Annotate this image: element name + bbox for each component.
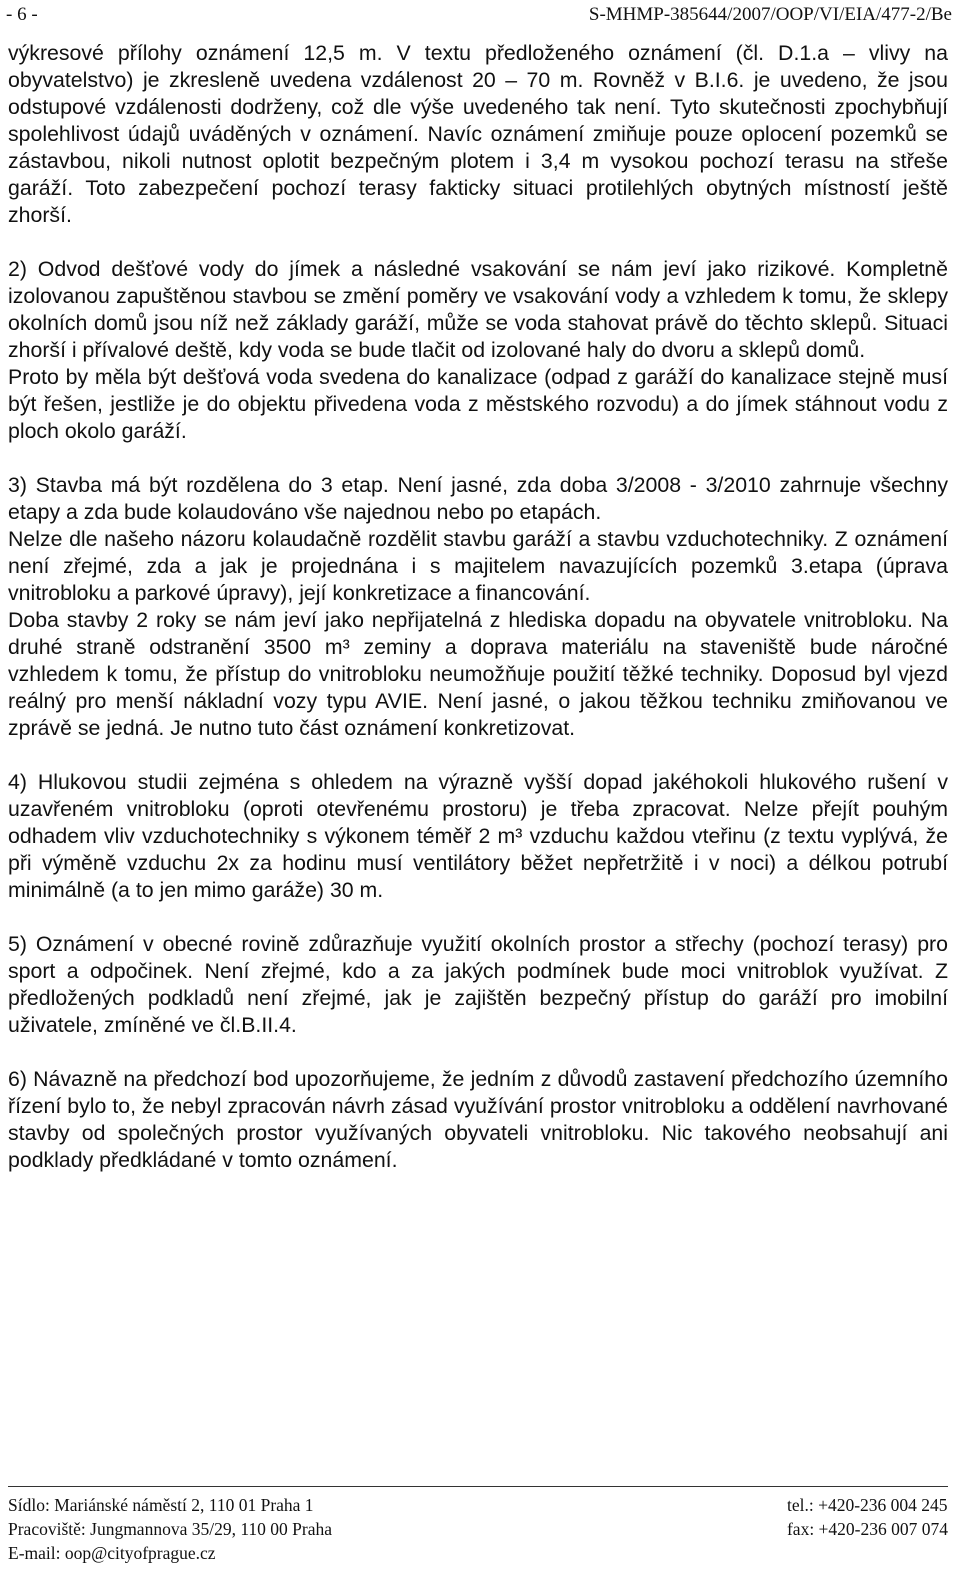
paragraph: 2) Odvod dešťové vody do jímek a následné vsakování se nám jeví jako rizikové. Kompletně izolovanou zapuštěnou stavbou se změní poměry ve vsakování vody a vzhledem k tomu, že sklepy okolních domů jsou níž než základy garáží, může se voda stahovat právě do těchto sklepů. Situaci zhorší i přívalové deště, kdy voda se bude tlačit od izolované haly do dvoru a sklepů domů. xyxy=(8,257,948,362)
footer-phone: tel.: +420-236 004 245 xyxy=(786,1495,948,1515)
paragraph: Doba stavby 2 roky se nám jeví jako nepřijatelná z hlediska dopadu na obyvatele vnitrobloku. Na druhé straně odstranění 3500 m³ zeminy a doprava materiálu na staveniště bude náročné vzhledem k tomu, že přístup do vnitrobloku neumožňuje použití těžké techniky. Doposud byl vjezd reálný pro menší nákladní vozy typu AVIE. Není jasné, o jakou těžkou techniku zmiňovanou ve zprávě se jedná. Je nutno tuto část oznámení konkretizovat. xyxy=(8,608,948,740)
document-body xyxy=(8,40,948,1174)
paragraph: 6) Návazně na předchozí bod upozorňujeme, že jedním z důvodů zastavení předchozího územního řízení bylo to, že nebyl zpracován návrh zásad využívání prostor vnitrobloku a oddělení navrhované stavby od společných prostor využívaných obyvateli vnitrobloku. Nic takového neobsahují ani podklady předkládané v tomto oznámení. xyxy=(8,1067,948,1172)
document-reference: S-MHMP-385644/2007/OOP/VI/EIA/477-2/Be xyxy=(588,4,952,25)
footer-address: Sídlo: Mariánské náměstí 2, 110 01 Praha 1 xyxy=(8,1495,314,1515)
footer-divider xyxy=(8,1486,948,1487)
page-number: - 6 - xyxy=(6,4,38,25)
footer-contact-left xyxy=(8,1493,332,1565)
paragraph: výkresové přílohy oznámení 12,5 m. V textu předloženého oznámení (čl. D.1.a – vlivy na obyvatelstvo) je zkresleně uvedena vzdálenost 20 – 70 m. Rovněž v B.I.6. je uvedeno, že jsou odstupové vzdálenosti dodrženy, což dle výše uvedeného tak není. Tyto skutečnosti zpochybňují spolehlivost údajů uváděných v oznámení. Navíc oznámení zmiňuje pouze oplocení pozemků se zástavbou, nikoli nutnost oplotit bezpečným plotem i 3,4 m vysokou pochozí terasu na střeše garáží. Toto zabezpečení pochozí terasy fakticky situaci protilehlých obytných místností ještě zhorší. xyxy=(8,41,948,227)
footer-workplace: Pracoviště: Jungmannova 35/29, 110 00 Praha xyxy=(8,1519,333,1539)
footer-contact-right xyxy=(787,1493,948,1541)
footer-fax: fax: +420-236 007 074 xyxy=(786,1519,948,1539)
footer-email: E-mail: oop@cityofprague.cz xyxy=(8,1543,216,1563)
paragraph: 5) Oznámení v obecné rovině zdůrazňuje využití okolních prostor a střechy (pochozí terasy) pro sport a odpočinek. Není zřejmé, kdo a za jakých podmínek bude moci vnitroblok využívat. Z předložených podkladů není zřejmé, jak je zajištěn bezpečný přístup do garáží pro imobilní uživatele, zmíněné ve čl.B.II.4. xyxy=(8,932,948,1037)
page-header xyxy=(6,4,952,28)
paragraph: 3) Stavba má být rozdělena do 3 etap. Není jasné, zda doba 3/2008 - 3/2010 zahrnuje všechny etapy a zda bude kolaudováno vše najednou nebo po etapách. xyxy=(8,473,948,524)
paragraph: Nelze dle našeho názoru kolaudačně rozdělit stavbu garáží a stavbu vzduchotechniky. Z oznámení není zřejmé, zda a jak je projednána i s majitelem navazujících pozemků 3.etapa (úprava vnitrobloku a parkové úpravy), její konkretizace a financování. xyxy=(8,527,948,605)
paragraph: 4) Hlukovou studii zejména s ohledem na výrazně vyšší dopad jakéhokoli hlukového rušení v uzavřeném vnitrobloku (oproti otevřenému prostoru) je třeba zpracovat. Nelze přejít pouhým odhadem vliv vzduchotechniky s výkonem téměř 2 m³ vzduchu každou vteřinu (z textu vyplývá, že při výměně vzduchu 2x za hodinu musí ventilátory běžet nepřetržitě i v noci) a délkou potrubí minimálně (a to jen mimo garáže) 30 m. xyxy=(8,770,948,902)
paragraph: Proto by měla být dešťová voda svedena do kanalizace (odpad z garáží do kanalizace stejně musí být řešen, jestliže je do objektu přivedena voda z městského rozvodu) a do jímek stáhnout vodu z ploch okolo garáží. xyxy=(8,365,948,443)
